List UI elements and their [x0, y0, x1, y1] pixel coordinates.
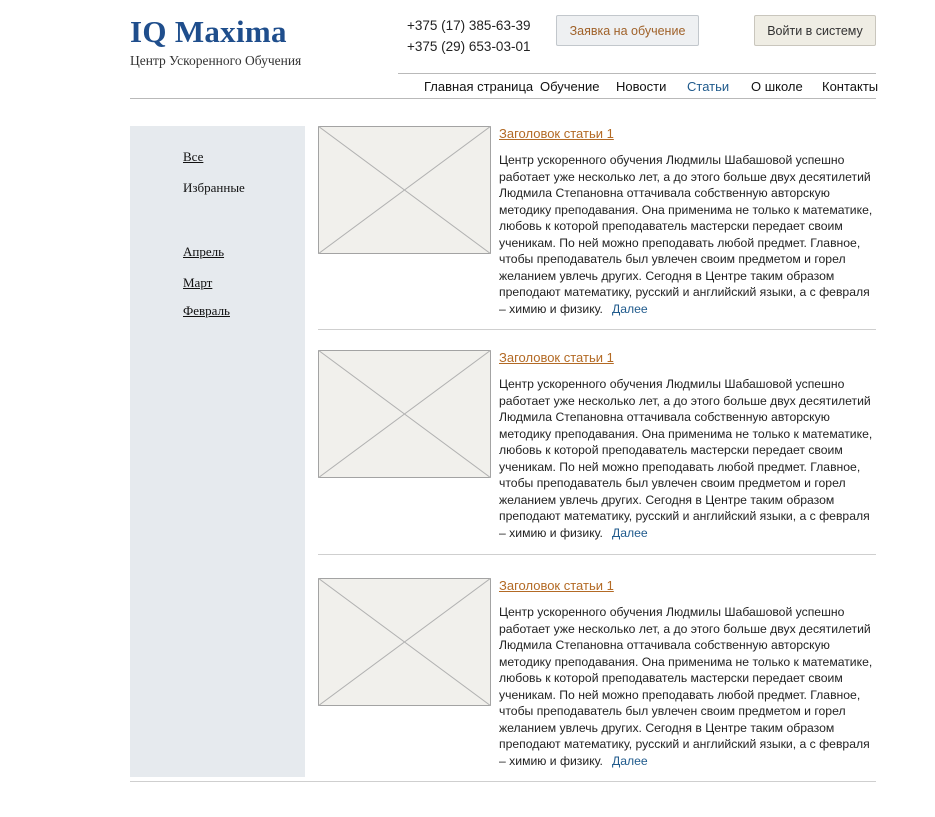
nav-item-articles[interactable]: Статьи: [687, 79, 730, 94]
article-excerpt: [499, 604, 875, 769]
image-placeholder-icon: [318, 350, 491, 478]
main-nav: [398, 79, 879, 95]
article-excerpt: [499, 376, 875, 541]
article-title-link[interactable]: Заголовок статьи 1: [499, 350, 614, 365]
read-more-link[interactable]: Далее: [611, 753, 648, 768]
image-placeholder-icon: [318, 126, 491, 254]
login-button[interactable]: Войти в систему: [754, 15, 876, 46]
article-title-link[interactable]: Заголовок статьи 1: [499, 126, 614, 141]
nav-item-home[interactable]: Главная страница: [424, 79, 534, 94]
read-more-link[interactable]: Далее: [611, 525, 648, 540]
nav-item-training[interactable]: Обучение: [540, 79, 600, 94]
apply-button[interactable]: Заявка на обучение: [556, 15, 699, 46]
article-divider: [318, 554, 876, 555]
phone-number: +375 (17) 385-63-39: [407, 18, 531, 33]
nav-item-about[interactable]: О школе: [751, 79, 803, 94]
article-excerpt: [499, 152, 875, 317]
article-title-link[interactable]: Заголовок статьи 1: [499, 578, 614, 593]
header-divider: [130, 98, 876, 99]
sidebar: [130, 126, 305, 777]
read-more-link[interactable]: Далее: [611, 301, 648, 316]
tagline: Центр Ускоренного Обучения: [130, 53, 302, 68]
article-text: Центр ускоренного обучения Людмилы Шабашовой успешно работает уже несколько лет, а до этого больше двух десятилетий Людмила Степановна оттачивала собственную авторскую методику преподавания. Она применима не только к математике, любовь к которой преподаватель мастерски передает своим ученикам. По ней можно преподавать любой предмет. Главное, чтобы преподаватель был увлечен своим предметом и горел желанием увлечь других. Сегодня в Центре таким образом преподают математику, русский и английский языки, а с февраля – химию и физику.: [499, 605, 873, 768]
nav-top-divider: [398, 73, 876, 74]
logo[interactable]: IQ Maxima: [130, 14, 287, 49]
article-divider: [318, 329, 876, 330]
nav-item-contacts[interactable]: Контакты: [822, 79, 879, 94]
nav-item-news[interactable]: Новости: [616, 79, 667, 94]
phone-number: +375 (29) 653-03-01: [407, 39, 531, 54]
sidebar-item-all[interactable]: Все: [183, 149, 204, 164]
footer-divider: [130, 781, 876, 782]
phone-list: [407, 15, 530, 57]
sidebar-item-february[interactable]: Февраль: [183, 303, 230, 318]
sidebar-item-favorites[interactable]: Избранные: [183, 180, 245, 195]
sidebar-item-april[interactable]: Апрель: [183, 244, 225, 259]
article-text: Центр ускоренного обучения Людмилы Шабашовой успешно работает уже несколько лет, а до этого больше двух десятилетий Людмила Степановна оттачивала собственную авторскую методику преподавания. Она применима не только к математике, любовь к которой преподаватель мастерски передает своим ученикам. По ней можно преподавать любой предмет. Главное, чтобы преподаватель был увлечен своим предметом и горел желанием увлечь других. Сегодня в Центре таким образом преподают математику, русский и английский языки, а с февраля – химию и физику.: [499, 377, 873, 540]
article-text: Центр ускоренного обучения Людмилы Шабашовой успешно работает уже несколько лет, а до этого больше двух десятилетий Людмила Степановна оттачивала собственную авторскую методику преподавания. Она применима не только к математике, любовь к которой преподаватель мастерски передает своим ученикам. По ней можно преподавать любой предмет. Главное, чтобы преподаватель был увлечен своим предметом и горел желанием увлечь других. Сегодня в Центре таким образом преподают математику, русский и английский языки, а с февраля – химию и физику.: [499, 153, 873, 316]
image-placeholder-icon: [318, 578, 491, 706]
sidebar-item-march[interactable]: Март: [183, 275, 213, 290]
